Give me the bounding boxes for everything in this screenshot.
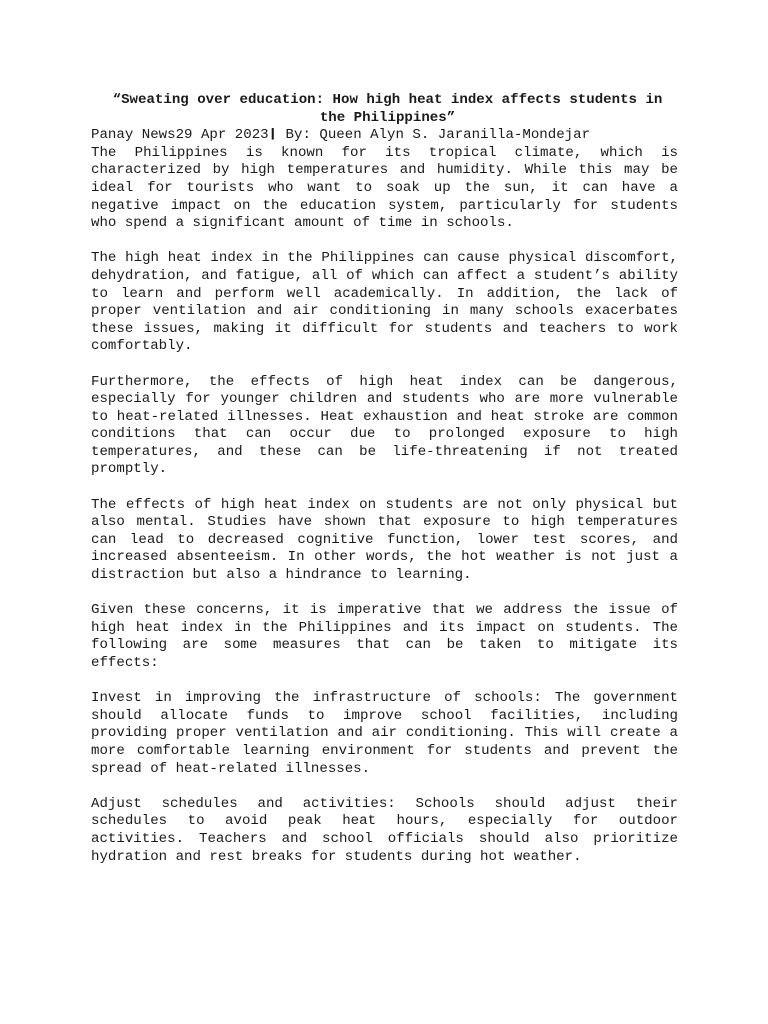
paragraph-intro: The Philippines is known for its tropical climate, which is characterized by high temperatures and humidity. While this may be ideal for tourists who want to soak up the sun, it can have a negative impact on the education system, particularly for students who spend a significant amount of time in schools. bbox=[91, 144, 678, 232]
paragraph-mental-effects: The effects of high heat index on students are not only physical but also mental. Studies have shown that exposure to high temperatures can lead to decreased cognitive function, lower test scores, and increased absenteeism. In other words, the hot weather is not just a distraction but also a hindrance to learning. bbox=[91, 496, 678, 584]
article-title: “Sweating over education: How high heat index affects students in the Philippines” bbox=[112, 92, 663, 126]
paragraph-dangers: Furthermore, the effects of high heat index can be dangerous, especially for younger children and students who are more vulnerable to heat-related illnesses. Heat exhaustion and heat stroke are common conditions that can occur due to prolonged exposure to high temperatures, and these can be life-threatening if not treated promptly. bbox=[91, 373, 678, 478]
article bbox=[91, 92, 678, 884]
paragraph-physical-discomfort: The high heat index in the Philippines can cause physical discomfort, dehydration, and fatigue, all of which can affect a student’s ability to learn and perform well academically. In addition, the lack of proper ventilation and air conditioning in many schools exacerbates these issues, making it difficult for students and teachers to work comfortably. bbox=[91, 250, 678, 355]
paragraph-infrastructure: Invest in improving the infrastructure of schools: The government should allocate funds to improve school facilities, including providing proper ventilation and air conditioning. This will create a more comfortable learning environment for students and prevent the spread of heat-related illnesses. bbox=[91, 690, 678, 777]
paragraph-measures-intro: Given these concerns, it is imperative that we address the issue of high heat index in the Philippines and its impact on students. The following are some measures that can be taken to mitigate its effects: bbox=[91, 602, 678, 671]
article-byline: Panay News29 Apr 2023❙ By: Queen Alyn S. Jaranilla-Mondejar bbox=[91, 127, 591, 144]
paragraph-schedules: Adjust schedules and activities: Schools should adjust their schedules to avoid peak heat hours, especially for outdoor activities. Teachers and school officials should also prioritize hydration and rest breaks for students during hot weather. bbox=[91, 795, 678, 865]
